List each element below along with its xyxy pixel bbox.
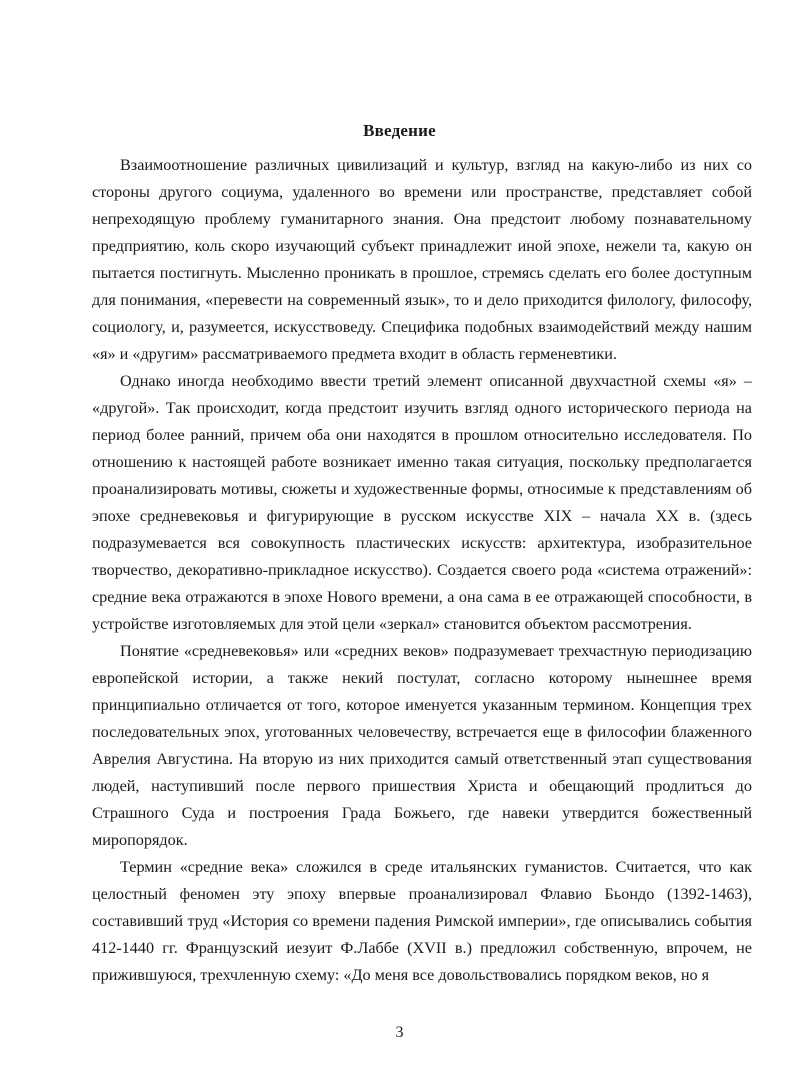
paragraph: Понятие «средневековья» или «средних веков» подразумевает трехчастную периодизацию европейской истории, а также некий постулат, согласно которому нынешнее время принципиально отличается от того, которое именуется указанным термином. Концепция трех последовательных эпох, уготованных человечеству, встречается еще в философии блаженного Аврелия Августина. На вторую из них приходится самый ответственный этап существования людей, наступивший после первого пришествия Христа и обещающий продлиться до Страшного Суда и построения Града Божьего, где навеки утвердится божественный миропорядок. bbox=[92, 642, 752, 849]
paragraph: Однако иногда необходимо ввести третий элемент описанной двухчастной схемы «я» – «другой». Так происходит, когда предстоит изучить взгляд одного исторического периода на период более ранний, причем оба они находятся в прошлом относительно исследователя. По отношению к настоящей работе возникает именно такая ситуация, поскольку предполагается проанализировать мотивы, сюжеты и художественные формы, относимые к представлениям об эпохе средневековья и фигурирующие в русском искусстве XIX – начала XX в. (здесь подразумевается вся совокупность пластических искусств: архитектура, изобразительное творчество, декоративно-прикладное искусство). Создается своего рода «система отражений»: средние века отражаются в эпохе Нового времени, а она сама в ее отражающей способности, в устройстве изготовляемых для этой цели «зеркал» становится объектом рассмотрения. bbox=[92, 372, 752, 633]
page-number: 3 bbox=[395, 1024, 404, 1041]
page-title: Введение bbox=[363, 121, 436, 140]
paragraph: Взаимоотношение различных цивилизаций и культур, взгляд на какую-либо из них со стороны другого социума, удаленного во времени или пространстве, представляет собой непреходящую проблему гуманитарного знания. Она предстоит любому познавательному предприятию, коль скоро изучающий субъект принадлежит иной эпохе, нежели та, какую он пытается постигнуть. Мысленно проникать в прошлое, стремясь сделать его более доступным для понимания, «перевести на современный язык», то и дело приходится филологу, философу, социологу, и, разумеется, искусствоведу. Специфика подобных взаимодействий между нашим «я» и «другим» рассматриваемого предмета входит в область герменевтики. bbox=[92, 156, 752, 363]
paragraph: Термин «средние века» сложился в среде итальянских гуманистов. Считается, что как целостный феномен эту эпоху впервые проанализировал Флавио Бьондо (1392-1463), составивший труд «История со времени падения Римской империи», где описывались события 412-1440 гг. Французский иезуит Ф.Лаббе (XVII в.) предложил собственную, впрочем, не прижившуюся, трехчленную схему: «До меня все довольствовались порядком веков, но я bbox=[92, 858, 752, 984]
body-text bbox=[92, 152, 752, 989]
